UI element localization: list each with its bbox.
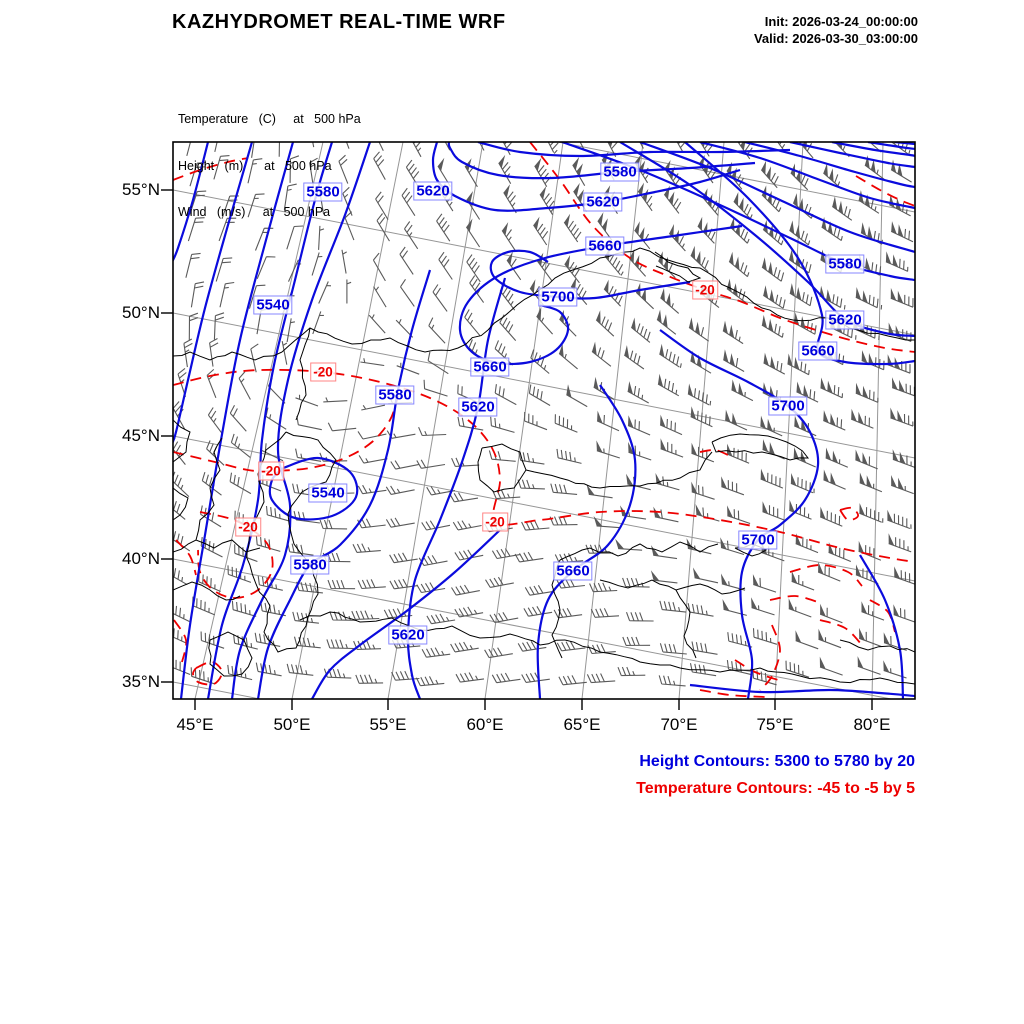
x-axis-tick-label: 80°E xyxy=(853,715,891,734)
y-axis-tick-label: 55°N xyxy=(122,180,160,199)
height-contour-label: 5580 xyxy=(303,183,342,202)
temp-contour-label: -20 xyxy=(692,281,718,300)
y-axis-tick-label: 40°N xyxy=(122,549,160,568)
height-contour-label: 5580 xyxy=(825,255,864,274)
page-title: KAZHYDROMET REAL-TIME WRF xyxy=(172,11,506,33)
temp-contour-label: -20 xyxy=(482,513,508,532)
x-axis-tick-label: 70°E xyxy=(660,715,698,734)
height-contour-label: 5700 xyxy=(738,531,777,550)
temp-contour-label: -20 xyxy=(258,462,284,481)
height-contour-label: 5700 xyxy=(768,397,807,416)
legend-wind-line: Wind (m/s) at 500 hPa xyxy=(178,205,331,219)
height-contour-label: 5660 xyxy=(585,237,624,256)
height-contour-label: 5620 xyxy=(458,398,497,417)
init-timestamp: Init: 2026-03-24_00:00:00 xyxy=(764,14,918,29)
height-contour-label: 5580 xyxy=(290,556,329,575)
height-contour-label: 5620 xyxy=(583,193,622,212)
x-axis-tick-label: 60°E xyxy=(466,715,504,734)
height-contour-label: 5660 xyxy=(553,562,592,581)
legend-height-line: Height (m) at 500 hPa xyxy=(178,158,332,173)
variable-legend xyxy=(178,81,361,252)
height-contour-label: 5620 xyxy=(825,311,864,330)
height-contour-label: 5620 xyxy=(388,626,427,645)
height-contour-label: 5580 xyxy=(375,386,414,405)
temp-contour-label: -20 xyxy=(310,363,336,382)
height-contour-label: 5660 xyxy=(798,342,837,361)
height-contour-label: 5620 xyxy=(413,182,452,201)
height-contour-label: 5540 xyxy=(253,296,292,315)
run-info xyxy=(754,13,918,47)
height-contour-label: 5700 xyxy=(538,288,577,307)
y-axis-tick-label: 50°N xyxy=(122,303,160,322)
temp-contour-info: Temperature Contours: -45 to -5 by 5 xyxy=(636,780,915,797)
temp-contour-label: -20 xyxy=(235,518,261,537)
height-contour-label: 5580 xyxy=(600,163,639,182)
height-contour-info: Height Contours: 5300 to 5780 by 20 xyxy=(639,753,915,770)
x-axis-tick-label: 75°E xyxy=(756,715,794,734)
x-axis-tick-label: 50°E xyxy=(273,715,311,734)
legend-temperature-line: Temperature (C) at 500 hPa xyxy=(178,112,361,126)
height-contour-label: 5540 xyxy=(308,484,347,503)
valid-timestamp: Valid: 2026-03-30_03:00:00 xyxy=(753,31,918,46)
x-axis-tick-label: 45°E xyxy=(176,715,214,734)
x-axis-tick-label: 65°E xyxy=(563,715,601,734)
height-contour-label: 5660 xyxy=(470,358,509,377)
y-axis-tick-label: 35°N xyxy=(122,672,160,691)
y-axis-tick-label: 45°N xyxy=(122,426,160,445)
x-axis-tick-label: 55°E xyxy=(369,715,407,734)
